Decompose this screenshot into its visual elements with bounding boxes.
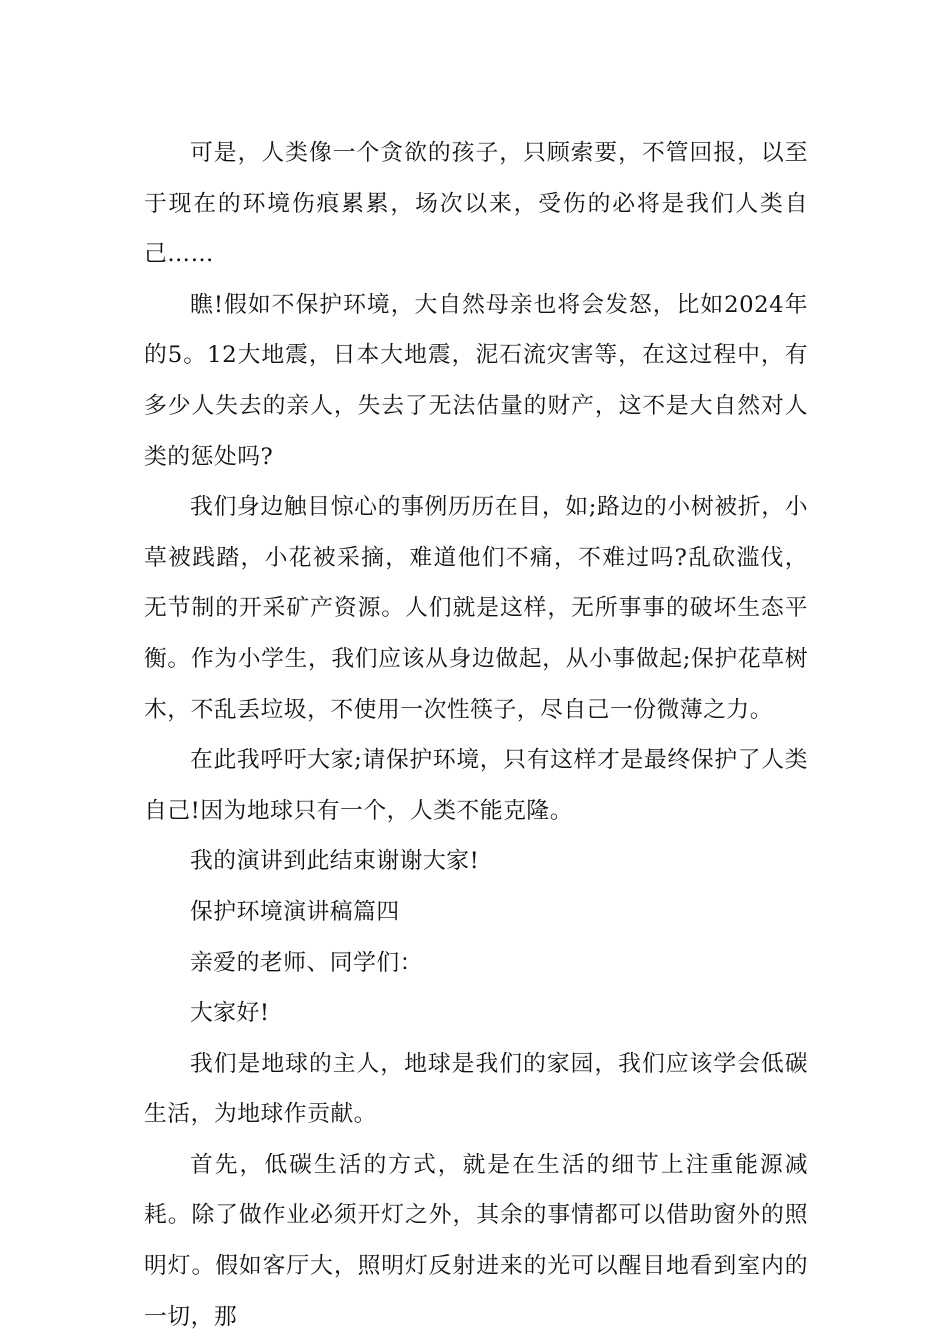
paragraph: 在此我呼吁大家;请保护环境，只有这样才是最终保护了人类自己!因为地球只有一个，人类不能克隆。 [144, 747, 808, 824]
section-heading: 保护环境演讲稿篇四 [190, 898, 400, 925]
paragraph: 我们是地球的主人，地球是我们的家园，我们应该学会低碳生活，为地球作贡献。 [144, 1050, 808, 1128]
greeting: 大家好! [190, 1000, 270, 1027]
paragraph: 我们身边触目惊心的事例历历在目，如;路边的小树被折，小草被践踏，小花被采摘，难道他们不痛，不难过吗?乱砍滥伐，无节制的开采矿产资源。人们就是这样，无所事事的破坏生态平衡。作为小学生，我们应该从身边做起，从小事做起;保护花草树木，不乱丢垃圾，不使用一次性筷子，尽自己一份微薄之力。 [144, 494, 808, 723]
document-body [144, 128, 808, 1342]
paragraph: 可是，人类像一个贪欲的孩子，只顾索要，不管回报，以至于现在的环境伤痕累累，场次以来，受伤的必将是我们人类自己…… [144, 140, 808, 268]
paragraph: 瞧!假如不保护环境，大自然母亲也将会发怒，比如2024年的5。12大地震，日本大地震，泥石流灾害等，在这过程中，有多少人失去的亲人，失去了无法估量的财产，这不是大自然对人类的惩处吗? [144, 291, 808, 470]
paragraph: 首先，低碳生活的方式，就是在生活的细节上注重能源减耗。除了做作业必须开灯之外，其余的事情都可以借助窗外的照明灯。假如客厅大，照明灯反射进来的光可以醒目地看到室内的一切，那 [144, 1151, 808, 1330]
salutation: 亲爱的老师、同学们： [190, 949, 423, 976]
paragraph: 我的演讲到此结束谢谢大家! [190, 848, 480, 875]
